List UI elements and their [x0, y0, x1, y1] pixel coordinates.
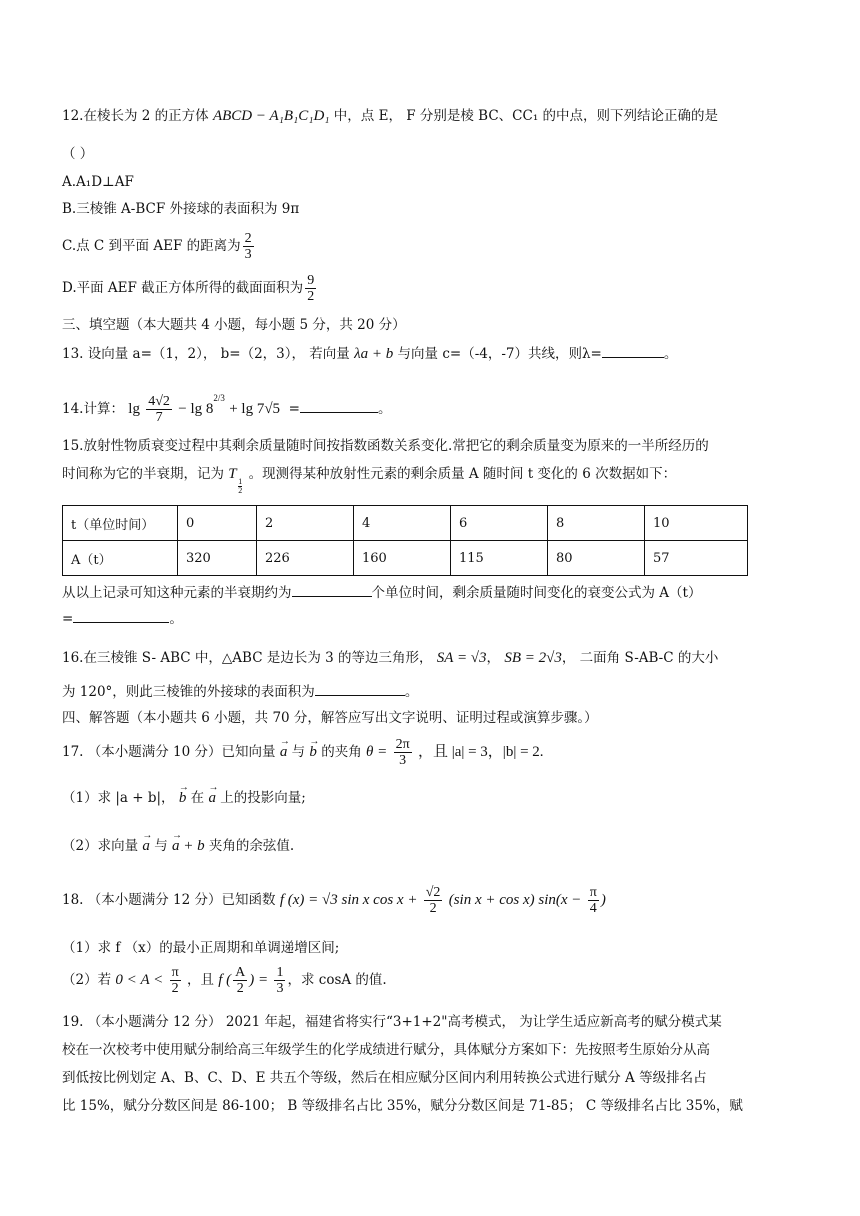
table-row — [63, 541, 748, 576]
frac-den: 3 — [244, 247, 252, 262]
q14 — [62, 376, 802, 431]
section-4-title: 四、解答题（本小题共 6 小题，共 70 分，解答应写出文字说明、证明过程或演算步骤。） — [62, 710, 598, 726]
q19-line2: 校在一次校考中使用赋分制给高三年级学生的化学成绩进行赋分，具体赋分方案如下：先按照考生原始分从高 — [62, 1042, 710, 1058]
q16-line2b: 。 — [404, 684, 419, 700]
q15-after1 — [62, 582, 802, 603]
q18-sub2-fraction3 — [274, 965, 285, 996]
q17-sub2-end: 夹角的余弦值. — [208, 838, 295, 854]
q17-fraction — [394, 737, 412, 768]
q18-sub2-fraction2 — [233, 965, 247, 996]
q18-sub2-fraction1 — [170, 965, 181, 996]
q16-line1 — [62, 648, 802, 668]
table-cell: 320 — [178, 541, 257, 576]
q13-end: 。 — [663, 346, 678, 362]
frac-den: 7 — [155, 410, 163, 425]
q14-equals: = — [288, 401, 300, 417]
table-cell: 2 — [257, 506, 354, 541]
q12-option-c — [62, 228, 802, 264]
q16-sb: SB = 2√3 — [504, 650, 562, 666]
q17-theta: θ = — [366, 744, 388, 760]
table-cell: 8 — [548, 506, 645, 541]
table-cell: 226 — [257, 541, 354, 576]
q15-after1b: 个单位时间，剩余质量随时间变化的衰变公式为 A（t） — [371, 585, 702, 601]
q17-sub1 — [62, 788, 802, 808]
q14-lg: lg — [128, 401, 140, 417]
table-cell: 160 — [354, 541, 451, 576]
frac-num: 2π — [395, 737, 410, 752]
q13-part2: 与向量 c=（-4，-7）共线，则λ= — [397, 346, 602, 362]
frac-den: 2 — [307, 289, 315, 304]
section-3-title: 三、填空题（本大题共 4 小题，每小题 5 分，共 20 分） — [62, 317, 406, 333]
q18-pi-fraction — [588, 885, 599, 916]
table-cell: 57 — [645, 541, 748, 576]
q15-after2 — [62, 608, 802, 629]
q18-sub2-if: （2）若 — [62, 972, 112, 988]
q15-line1: 15.放射性物质衰变过程中其剩余质量随时间按指数函数关系变化.常把它的剩余质量变为原来的一半所经历的 — [62, 438, 709, 454]
q15-after2b: 。 — [169, 611, 183, 627]
q12-option-d-fraction — [305, 273, 316, 304]
q17-sub1-end: 上的投影向量; — [220, 790, 306, 806]
q18-sub2-and: ，且 — [186, 972, 214, 988]
q16-part1: 16.在三棱锥 S- ABC 中，△ABC 是边长为 3 的等边三角形， — [62, 650, 433, 666]
q12-option-a: A.A₁D⊥AF — [62, 174, 134, 190]
q18-tail: (sin x + cos x) sin(x − — [448, 892, 582, 908]
q18-fraction — [424, 885, 443, 916]
vector-a: → a — [280, 732, 288, 772]
q17-part3: ，且 |a| = 3，|b| = 2. — [417, 744, 544, 760]
frac-den: 2 — [429, 901, 437, 916]
t-subscript — [238, 478, 242, 495]
table-cell: 4 — [354, 506, 451, 541]
t-half-symbol — [228, 464, 244, 495]
q17-sub2-and: 与 — [154, 838, 168, 854]
q13 — [62, 343, 802, 364]
q13-answer-blank — [602, 343, 664, 358]
q16-part2: ， 二面角 S-AB-C 的大小 — [561, 650, 719, 666]
q18-part1: 18. （本小题满分 12 分）已知函数 — [62, 892, 276, 908]
q17-sub2-text: （2）求向量 — [62, 838, 139, 854]
vector-a: → a — [208, 788, 216, 808]
q14-fraction — [146, 394, 172, 425]
q16-line2 — [62, 681, 802, 702]
q15-after2a: = — [62, 611, 74, 627]
q12-option-c-fraction — [243, 231, 254, 262]
q12-option-b: B.三棱锥 A-BCF 外接球的表面积为 9π — [62, 201, 300, 217]
q19-line3: 到低按比例划定 A、B、C、D、E 共五个等级，然后在相应赋分区间内利用转换公式进行赋分 A 等级排名占 — [62, 1070, 707, 1086]
q14-label: 14.计算： — [62, 401, 124, 417]
q15-line2 — [62, 464, 802, 495]
table-cell: 115 — [451, 541, 548, 576]
q12-paren: （ ） — [62, 146, 94, 162]
q15-after1a: 从以上记录可知这种元素的半衰期约为 — [62, 585, 292, 601]
frac-num: 2 — [244, 231, 252, 246]
t-symbol: T — [228, 466, 237, 482]
q18-sub2 — [62, 958, 802, 1002]
q17-sub2 — [62, 836, 802, 856]
q17-part1: 17. （本小题满分 10 分）已知向量 — [62, 744, 276, 760]
q19-line1: 19. （本小题满分 12 分） 2021 年起，福建省将实行“3+1+2"高考模式， 为让学生适应新高考的赋分模式某 — [62, 1014, 722, 1030]
q16-sa: SA = √3 — [436, 650, 487, 666]
q12-suffix: 中，点 E， F 分别是棱 BC、CC₁ 的中点，则下列结论正确的是 — [333, 108, 719, 124]
frac-num: 9 — [307, 273, 315, 288]
q18-sub2-end: ，求 cosA 的值. — [287, 972, 387, 988]
frac-den: 3 — [276, 981, 284, 996]
q18-sub2-f: f ( — [218, 972, 232, 988]
table-cell: 6 — [451, 506, 548, 541]
frac-den: 2 — [171, 981, 179, 996]
frac-num: 1 — [276, 965, 284, 980]
q13-part1: 13. 设向量 a=（1，2）， b=（2，3）， 若向量 — [62, 346, 350, 362]
q15-formula-blank — [73, 608, 169, 623]
frac-num: π — [589, 885, 597, 900]
q12-cube: ABCD − A₁B₁C₁D₁ — [212, 108, 330, 124]
table-cell: A（t） — [63, 541, 178, 576]
frac-den: 2 — [236, 981, 244, 996]
q15-line2a: 时间称为它的半衰期，记为 — [62, 466, 224, 482]
table-cell: 0 — [178, 506, 257, 541]
q12-prefix: 12.在棱长为 2 的正方体 — [62, 108, 209, 124]
sub-num: 1 — [238, 477, 243, 486]
q13-expr: λa + b — [354, 346, 394, 362]
q18-sub2-eq: ) = — [249, 972, 269, 988]
frac-num: √2 — [425, 885, 441, 900]
q17-part2: 的夹角 — [321, 744, 362, 760]
q18-sub1: （1）求 f （x）的最小正周期和单调递增区间; — [62, 940, 340, 956]
q15-halflife-blank — [292, 582, 372, 597]
q14-answer-blank — [300, 398, 378, 413]
sub-den: 2 — [238, 486, 243, 495]
q12-option-c-text: C.点 C 到平面 AEF 的距离为 — [62, 238, 241, 254]
q14-exponent: 2/3 — [213, 393, 225, 403]
q19-line4: 比 15%，赋分分数区间是 86-100； B 等级排名占比 35%，赋分分数区间是 71-85； C 等级排名占比 35%，赋 — [62, 1098, 743, 1114]
table-cell: 80 — [548, 541, 645, 576]
vector-b: → b — [309, 732, 317, 772]
q18-close: ) — [600, 892, 606, 908]
table-cell: t（单位时间） — [63, 506, 178, 541]
q17-and: 与 — [291, 744, 306, 760]
table-row — [63, 506, 748, 541]
table-cell: 10 — [645, 506, 748, 541]
frac-den: 4 — [589, 901, 597, 916]
q17-sub1-text: （1）求 |a + b|， — [62, 790, 175, 806]
vector-b: → b — [179, 788, 187, 808]
frac-num: 4√2 — [148, 394, 170, 409]
q14-tail: + lg 7√5 — [229, 401, 281, 417]
q16-answer-blank — [315, 681, 405, 696]
vector-a-plus-b: → a + b — [172, 836, 205, 856]
q16-line2a: 为 120°，则此三棱锥的外接球的表面积为 — [62, 684, 315, 700]
q18-stem — [62, 878, 802, 922]
q14-mid: − lg 8 — [178, 401, 214, 417]
vector-a: → a — [142, 836, 150, 856]
frac-num: A — [235, 965, 246, 980]
q17-stem — [62, 732, 802, 772]
q17-sub1-in: 在 — [190, 790, 205, 806]
decay-data-table — [62, 505, 748, 576]
q18-sub2-range: 0 < A < — [115, 972, 164, 988]
frac-den: 3 — [399, 753, 407, 768]
frac-num: π — [171, 965, 179, 980]
q12-option-d — [62, 270, 802, 306]
q12-stem — [62, 106, 802, 126]
q12-option-d-text: D.平面 AEF 截正方体所得的截面面积为 — [62, 280, 304, 296]
q18-fx: f (x) = √3 sin x cos x + — [279, 892, 418, 908]
q15-line2b: 。现测得某种放射性元素的剩余质量 A 随时间 t 变化的 6 次数据如下： — [248, 466, 677, 482]
q14-end: 。 — [377, 401, 392, 417]
q16-sep: ， — [486, 650, 501, 666]
